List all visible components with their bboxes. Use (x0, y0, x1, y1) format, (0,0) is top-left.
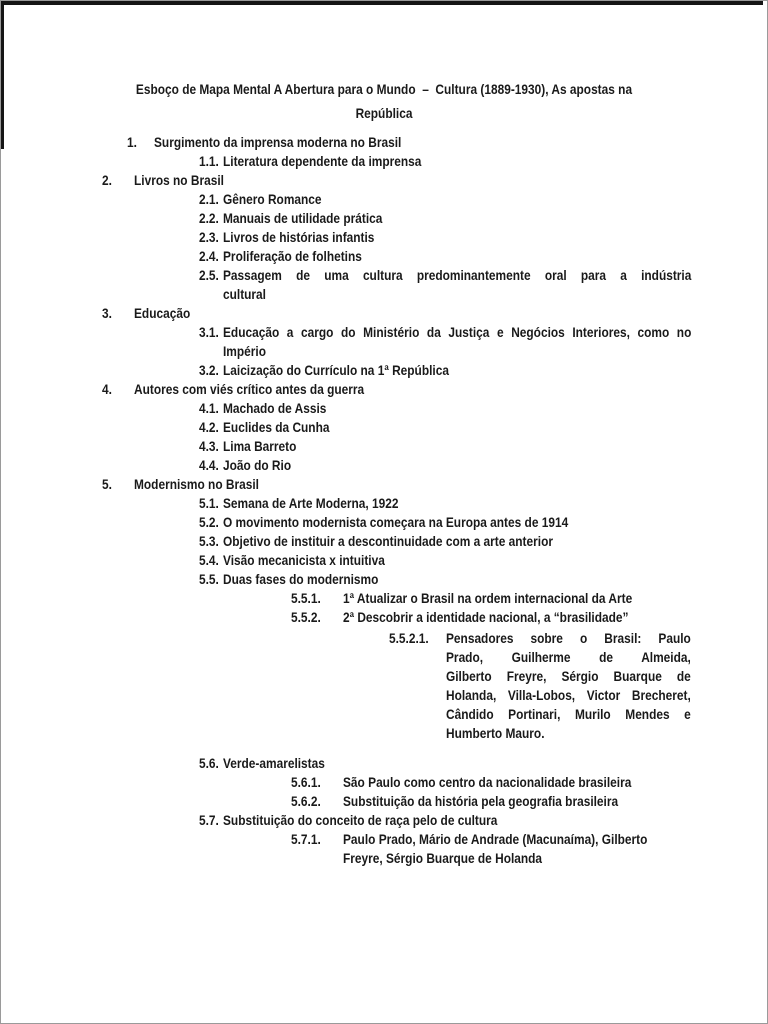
outline-item-5-1 (1, 494, 767, 513)
outline-item-5-2 (1, 513, 767, 532)
outline-item-text-line: Gilberto Freyre, Sérgio Buarque de (446, 668, 691, 684)
outline-item-number: 1.1. (199, 153, 219, 169)
outline-item-number: 5.7. (199, 812, 219, 828)
outline-item-text-line: Educação a cargo do Ministério da Justiça e Negócios Interiores, como no (223, 324, 692, 340)
outline-item-number: 4.4. (199, 457, 219, 473)
outline-item-text-line: Holanda, Villa-Lobos, Victor Brecheret, (446, 687, 691, 703)
outline-item-5-5-2-1 (1, 629, 767, 743)
outline-item-5-6 (1, 754, 767, 773)
outline-item-text-line: Machado de Assis (223, 400, 327, 416)
outline-item-number: 2.5. (199, 267, 219, 283)
outline-item-2-3 (1, 228, 767, 247)
outline-item-text-line: 1ª Atualizar o Brasil na ordem internacional da Arte (343, 590, 633, 606)
outline-item-5-7-1 (1, 830, 767, 868)
outline-item-text-line: 2ª Descobrir a identidade nacional, a “brasilidade” (343, 609, 629, 625)
outline-item-5-7 (1, 811, 767, 830)
outline-item-number: 3.1. (199, 324, 219, 340)
outline-item-text-line: Literatura dependente da imprensa (223, 153, 422, 169)
outline-item-text-line: Freyre, Sérgio Buarque de Holanda (343, 850, 543, 866)
outline-item-5-4 (1, 551, 767, 570)
outline-item-2-2 (1, 209, 767, 228)
outline-item-number: 5.5.2. (291, 609, 321, 625)
outline-item-text-line: Pensadores sobre o Brasil: Paulo (446, 630, 691, 646)
outline-item-text-line: Livros no Brasil (134, 172, 224, 188)
outline-item-number: 4.2. (199, 419, 219, 435)
outline-item-3-1 (1, 323, 767, 361)
outline-item-2 (1, 171, 767, 190)
outline-item-2-1 (1, 190, 767, 209)
outline-item-4-4 (1, 456, 767, 475)
outline-item-text-line: Gênero Romance (223, 191, 322, 207)
outline-item-text-line: Manuais de utilidade prática (223, 210, 383, 226)
outline-item-text-line: Laicização do Currículo na 1ª República (223, 362, 449, 378)
outline-item-number: 2.3. (199, 229, 219, 245)
outline-item-number: 2.1. (199, 191, 219, 207)
outline-item-number: 3. (102, 305, 112, 321)
document-title-line-1: Esboço de Mapa Mental A Abertura para o Mundo – Cultura (1889-1930), As apostas na (135, 81, 633, 97)
outline-item-number: 5.5.1. (291, 590, 321, 606)
outline-item-number: 5.6.2. (291, 793, 321, 809)
outline-item-number: 4.3. (199, 438, 219, 454)
outline-item-text-line: Livros de histórias infantis (223, 229, 375, 245)
outline-item-text-line: São Paulo como centro da nacionalidade brasileira (343, 774, 632, 790)
outline-item-number: 5.7.1. (291, 831, 321, 847)
outline-item-4-3 (1, 437, 767, 456)
outline-item-5-6-1 (1, 773, 767, 792)
outline-item-1-1 (1, 152, 767, 171)
outline-item-number: 4. (102, 381, 112, 397)
outline-item-number: 5.5. (199, 571, 219, 587)
outline-item-text-line: Educação (134, 305, 191, 321)
outline-item-text-line: Euclides da Cunha (223, 419, 330, 435)
outline-item-5 (1, 475, 767, 494)
outline-item-text-line: cultural (223, 286, 266, 302)
outline-item-2-5 (1, 266, 767, 304)
outline-item-number: 2.4. (199, 248, 219, 264)
outline-item-4 (1, 380, 767, 399)
outline-item-2-4 (1, 247, 767, 266)
outline-item-3 (1, 304, 767, 323)
outline-item-text-line: Objetivo de instituir a descontinuidade com a arte anterior (223, 533, 553, 549)
outline-item-text-line: Proliferação de folhetins (223, 248, 362, 264)
outline-item-1 (1, 133, 767, 152)
outline-item-text-line: Visão mecanicista x intuitiva (223, 552, 385, 568)
scan-artifact-top-bar (1, 1, 763, 5)
outline-item-5-5-1 (1, 589, 767, 608)
outline-item-5-6-2 (1, 792, 767, 811)
outline-item-text-line: Prado, Guilherme de Almeida, (446, 649, 691, 665)
document-title-line-2: República (355, 105, 413, 121)
outline-item-number: 5.6. (199, 755, 219, 771)
outline-item-text-line: Semana de Arte Moderna, 1922 (223, 495, 399, 511)
outline-item-5-3 (1, 532, 767, 551)
outline-item-number: 5.3. (199, 533, 219, 549)
outline-item-number: 3.2. (199, 362, 219, 378)
outline-item-text-line: O movimento modernista começara na Europa antes de 1914 (223, 514, 569, 530)
outline-item-text-line: Surgimento da imprensa moderna no Brasil (154, 134, 402, 150)
outline-item-number: 5.5.2.1. (389, 630, 429, 646)
outline-item-number: 5.4. (199, 552, 219, 568)
outline (1, 133, 767, 868)
outline-item-number: 5. (102, 476, 112, 492)
outline-item-text-line: Autores com viés crítico antes da guerra (134, 381, 365, 397)
document-title (1, 1, 767, 125)
outline-item-text-line: Paulo Prado, Mário de Andrade (Macunaíma), Gilberto (343, 831, 648, 847)
outline-item-4-1 (1, 399, 767, 418)
outline-item-number: 5.6.1. (291, 774, 321, 790)
outline-item-number: 2.2. (199, 210, 219, 226)
outline-item-text-line: Passagem de uma cultura predominantemente oral para a indústria (223, 267, 692, 283)
outline-item-number: 1. (127, 134, 137, 150)
outline-item-text-line: Humberto Mauro. (446, 725, 545, 741)
outline-item-text-line: Duas fases do modernismo (223, 571, 379, 587)
outline-item-text-line: Lima Barreto (223, 438, 297, 454)
outline-item-text-line: Modernismo no Brasil (134, 476, 259, 492)
outline-item-number: 4.1. (199, 400, 219, 416)
outline-item-3-2 (1, 361, 767, 380)
scan-artifact-left-bar (1, 1, 4, 149)
outline-item-text-line: Império (223, 343, 266, 359)
outline-item-number: 2. (102, 172, 112, 188)
outline-item-text-line: João do Rio (223, 457, 292, 473)
outline-item-text-line: Substituição do conceito de raça pelo de cultura (223, 812, 498, 828)
outline-item-text-line: Verde-amarelistas (223, 755, 325, 771)
outline-item-number: 5.1. (199, 495, 219, 511)
outline-item-4-2 (1, 418, 767, 437)
outline-item-5-5 (1, 570, 767, 589)
outline-item-number: 5.2. (199, 514, 219, 530)
outline-item-5-5-2 (1, 608, 767, 627)
outline-item-text-line: Cândido Portinari, Murilo Mendes e (446, 706, 691, 722)
outline-item-text-line: Substituição da história pela geografia brasileira (343, 793, 619, 809)
